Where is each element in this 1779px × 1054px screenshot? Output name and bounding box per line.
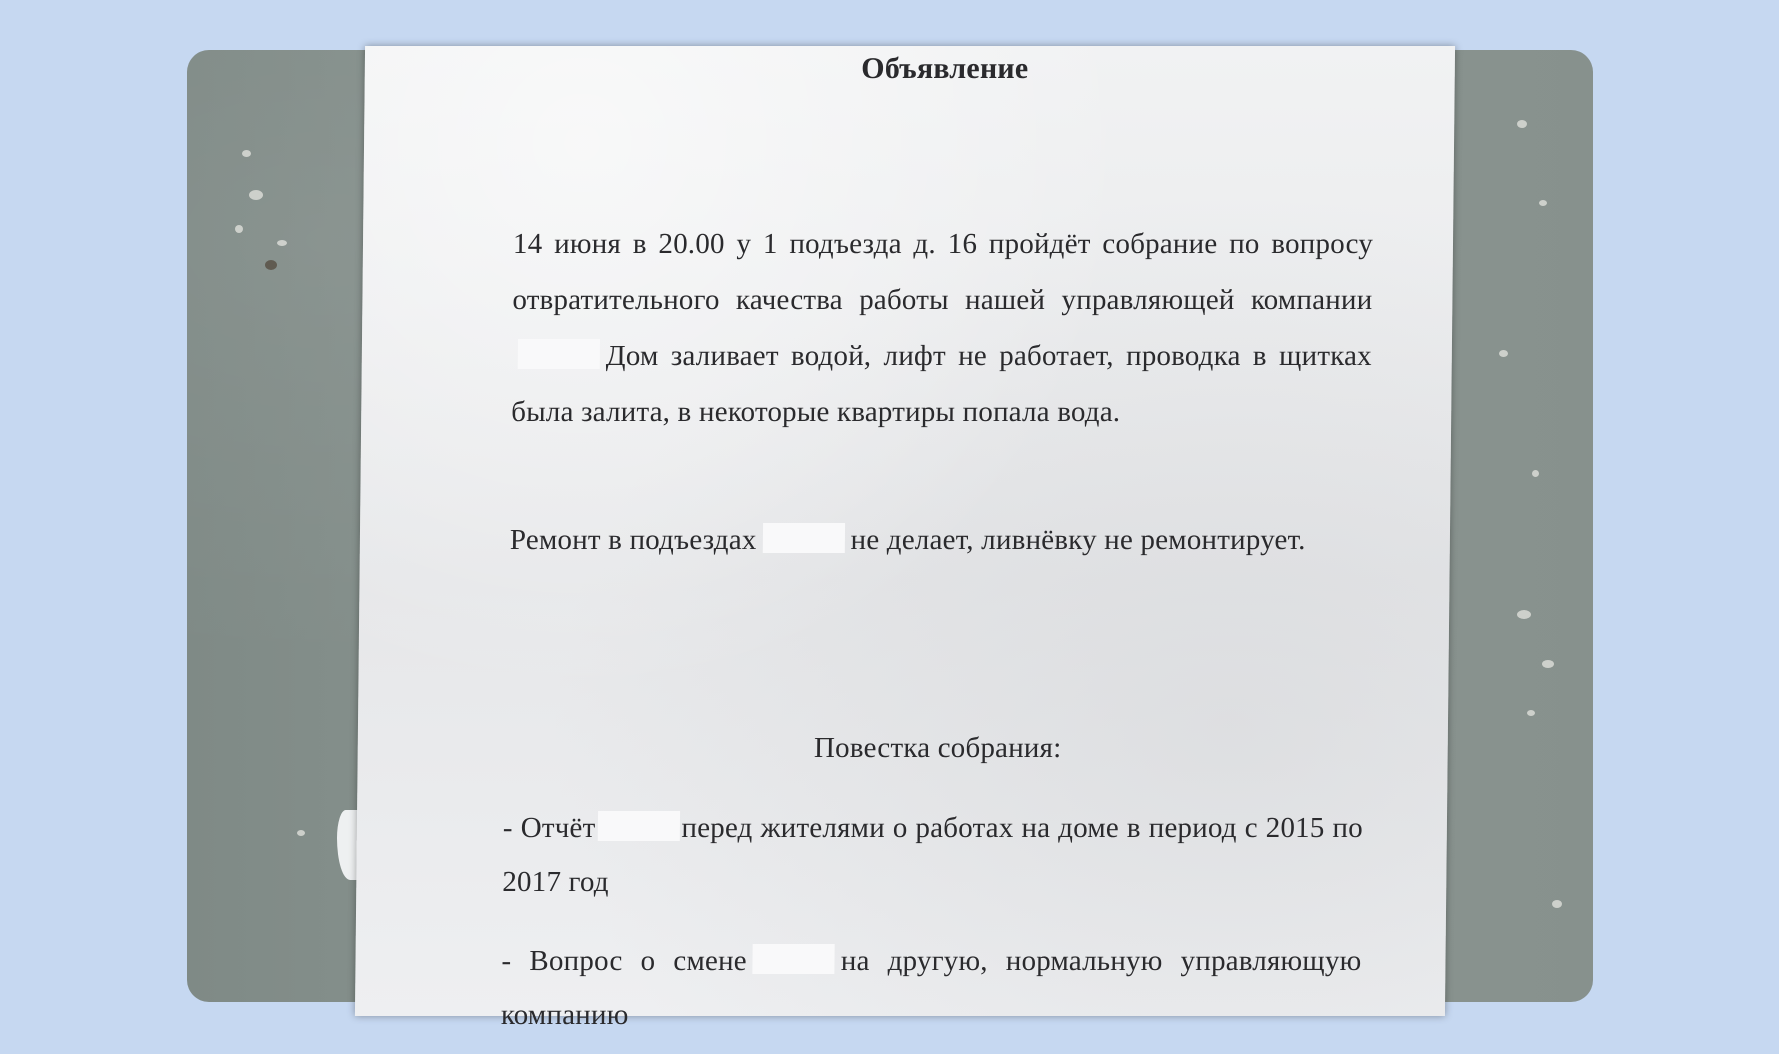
wall-speck xyxy=(242,150,251,157)
notice-title: Объявление xyxy=(861,52,1029,85)
wall-speck xyxy=(265,260,277,270)
wall-speck xyxy=(1539,200,1547,206)
agenda-item-text: - Отчёт xyxy=(502,812,596,844)
wall-speck xyxy=(1552,900,1562,908)
redaction-box xyxy=(753,944,835,974)
agenda-item-text: на другую, нормальную управляющую компанию xyxy=(500,945,1362,1031)
notice-paragraph-repairs xyxy=(510,514,1371,566)
paragraph-text: Дом заливает водой, лифт не работает, проводка в щитках была залита, в некоторые квартиры попала вода. xyxy=(511,340,1373,428)
notice-paper xyxy=(355,46,1455,1031)
agenda-item-text: перед жителями о работах на доме в период с 2015 по 2017 год xyxy=(502,812,1364,898)
paragraph-text: не делает, ливнёвку не ремонтирует. xyxy=(850,524,1306,556)
agenda-item xyxy=(502,801,1363,909)
wall-speck xyxy=(1517,610,1531,619)
redaction-box xyxy=(762,523,844,553)
agenda-title: Повестка собрания: xyxy=(813,732,1062,764)
agenda-item xyxy=(501,934,1362,1042)
wall-speck xyxy=(235,225,243,233)
wall-speck xyxy=(1499,350,1508,357)
agenda-item-text: - Вопрос о смене xyxy=(501,945,748,977)
wall-speck xyxy=(1527,710,1535,716)
photo-frame xyxy=(187,50,1593,1031)
wall-speck xyxy=(249,190,263,200)
paragraph-text: Ремонт в подъездах xyxy=(509,524,757,556)
redaction-box xyxy=(597,811,679,841)
wall-speck xyxy=(1532,470,1539,477)
notice-paragraph-meeting xyxy=(511,216,1373,440)
paragraph-text: 14 июня в 20.00 у 1 подъезда д. 16 пройдёт собрание по вопросу отвратительного качества работы нашей управляющей компании xyxy=(512,228,1374,316)
wall-speck xyxy=(277,240,287,246)
redaction-box xyxy=(518,339,600,369)
wall-speck xyxy=(1542,660,1554,668)
wall-speck xyxy=(1517,120,1527,128)
wall-speck xyxy=(297,830,305,836)
